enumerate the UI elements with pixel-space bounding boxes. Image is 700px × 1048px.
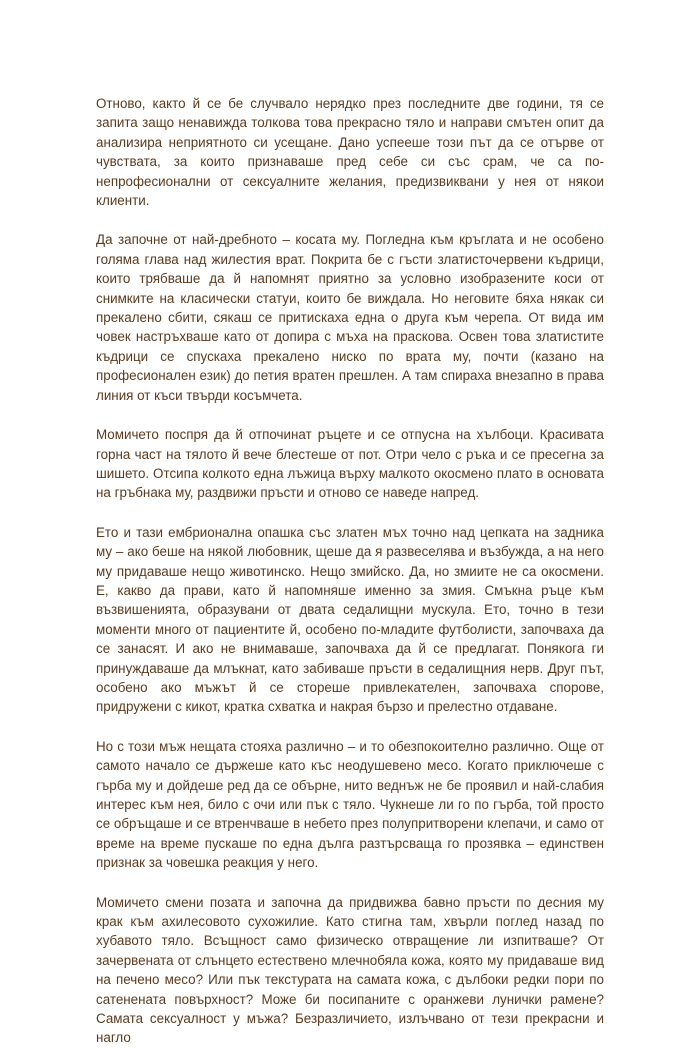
paragraph-5: Но с този мъж нещата стояха различно – и то обезпокоително различно. Още от самото начало се държеше като къс неодушевено месо. Когато приключеше с гърба му и дойдеше ред да се обърне, нито веднъж не бе проявил и най-слабия интерес към нея, било с очи или пък с тяло. Чукнеше ли го по гърба, той просто се обръщаше и се втренчваше в небето през полупритворени клепачи, и само от време на време пускаше по една дълга разтърсваща го прозявка – единствен признак за човешка реакция у него. [96,738,604,871]
paragraph-1: Отново, както й се бе случвало нерядко през последните две години, тя се запита защо ненавижда толкова това прекрасно тяло и направи смътен опит да анализира неприятното си усещане. Дано успееше този път да се отърве от чувствата, за които признаваше пред себе си със срам, че са по-непрофесионални от сексуалните желания, предизвиквани у нея от някои клиенти. [96,96,604,209]
paragraph-4: Ето и тази ембрионална опашка със златен мъх точно над цепката на задника му – ако беше на някой любовник, щеше да я развеселява и възбужда, а на него му придаваше нещо животинско. Нещо змийско. Да, но змиите не са окосмени. Е, какво да прави, като й напомняше именно за змия. Смъкна ръце към възвишенията, образувани от двата седалищни мускула. Ето, точно в тези моменти много от пациентите й, особено по-младите футболисти, започваха да се занасят. И ако не внимаваше, започваха да й се предлагат. Понякога ги принуждаваше да млъкнат, като забиваше пръсти в седалищния нерв. Друг път, особено ако мъжът й се стореше привлекателен, започваха спорове, придружени с кикот, кратка схватка и накрая бързо и прелестно отдаване. [96,524,604,715]
paragraph-2: Да започне от най-дребното – косата му. Погледна към кръглата и не особено голяма глава над жилестия врат. Покрита бе с гъсти златисточервени къдрици, които трябваше да й напомнят приятно за условно изобразените коси от снимките на класически статуи, които бе виждала. Но неговите бяха някак си прекалено сбити, сякаш се притискаха една о друга към черепа. От вида им човек настръхваше като от допира с мъха на праскова. Освен това златистите къдрици се спускаха прекалено ниско по врата му, почти (казано на професионален език) до петия вратен прешлен. А там спираха внезапно в права линия от къси твърди косъмчета. [96,232,604,403]
paragraph-6: Момичето смени позата и започна да придвижва бавно пръсти по десния му крак към ахилесовото сухожилие. Като стигна там, хвърли поглед назад по хубавото тяло. Всъщност само физическо отвращение ли изпитваше? От зачервената от слънцето естествено млечнобяла кожа, която му придаваше вид на печено месо? Или пък текстурата на самата кожа, с дълбоки редки пори по сатенената повърхност? Може би посипаните с оранжеви лунички рамене? Самата сексуалност у мъжа? Безразличието, излъчвано от тези прекрасни и нагло [96,894,604,1046]
paragraph-3: Момичето поспря да й отпочинат ръцете и се отпусна на хълбоци. Красивата горна част на тялото й вече блестеше от пот. Отри чело с ръка и се пресегна за шишето. Отсипа колкото една лъжица върху малкото окосмено плато в основата на гръбнака му, раздвижи пръсти и отново се наведе напред. [96,427,604,501]
